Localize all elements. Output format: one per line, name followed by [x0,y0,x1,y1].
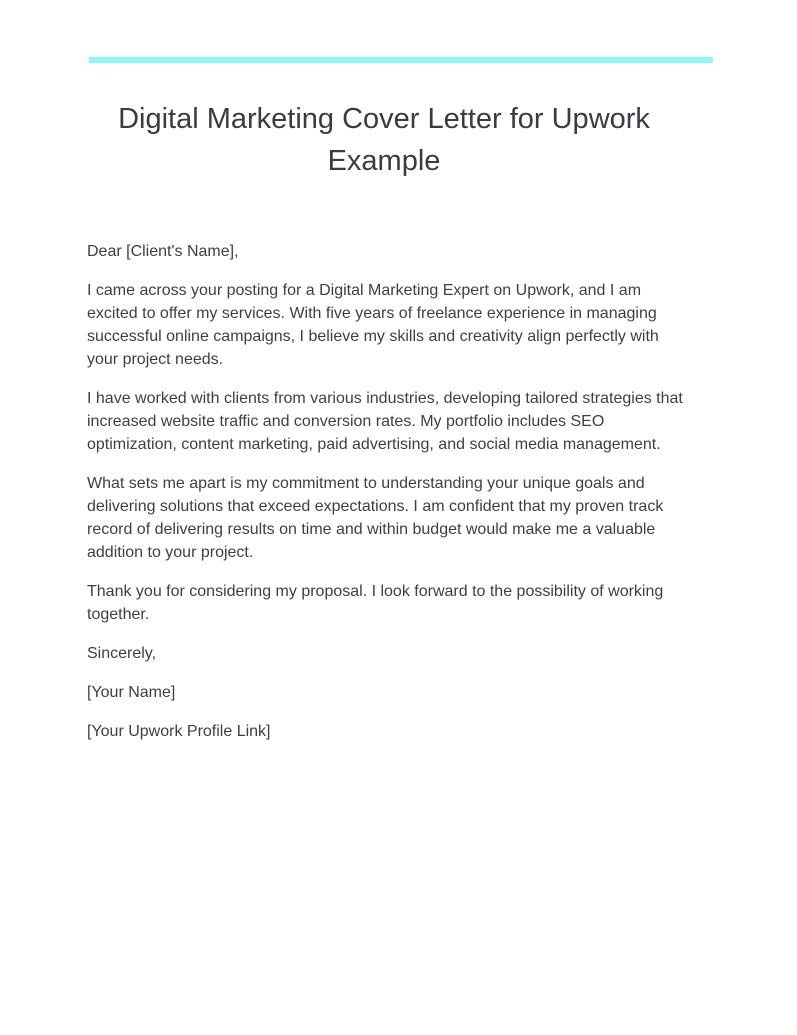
document-title: Digital Marketing Cover Letter for Upwork Example [118,103,650,177]
paragraph-thanks: Thank you for considering my proposal. I look forward to the possibility of working together. [87,583,664,623]
salutation: Dear [Client's Name], [87,243,239,260]
accent-bar [89,57,713,63]
closing: Sincerely, [87,645,157,662]
paragraph-intro: I came across your posting for a Digital Marketing Expert on Upwork, and I am excited to offer my services. With five years of freelance experience in managing successful online campaigns, I believe my skills and creativity align perfectly with your project needs. [87,282,659,368]
paragraph-experience: I have worked with clients from various industries, developing tailored strategies that increased website traffic and conversion rates. My portfolio includes SEO optimization, content marketing, paid advertising, and social media management. [87,390,683,453]
signature-profile-link: [Your Upwork Profile Link] [87,723,271,740]
letter-body [87,240,687,759]
paragraph-differentiator: What sets me apart is my commitment to understanding your unique goals and delivering solutions that exceed expectations. I am confident that my proven track record of delivering results on time and within budget would make me a valuable addition to your project. [87,475,664,561]
signature-name: [Your Name] [87,684,176,701]
